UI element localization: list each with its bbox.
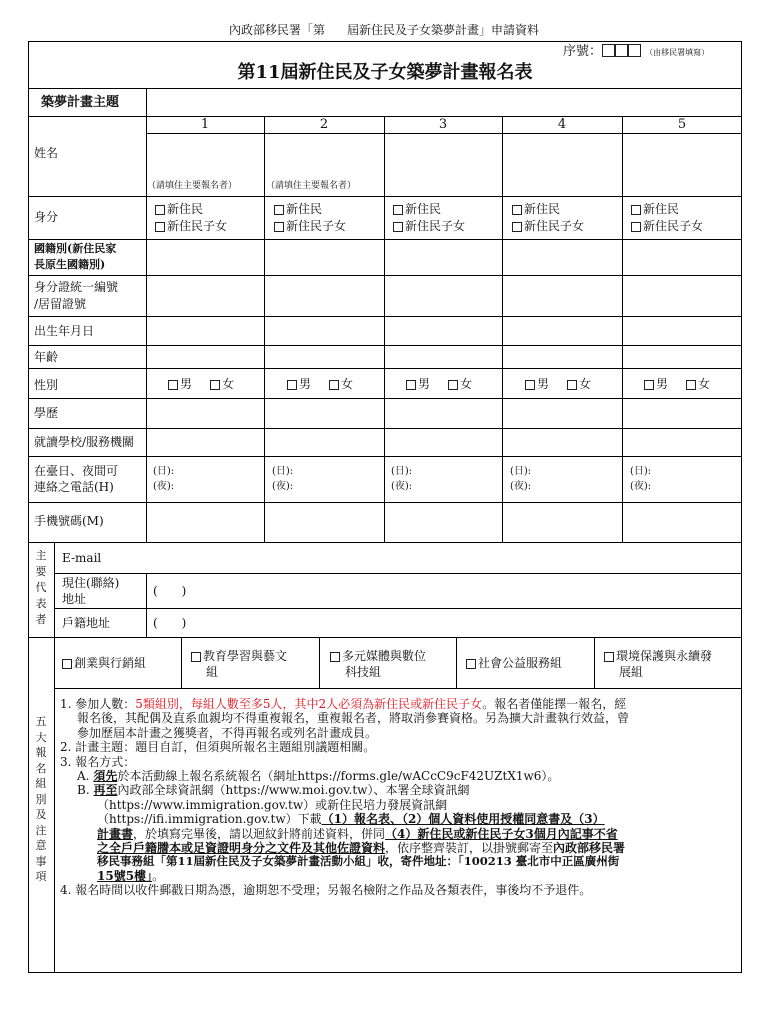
phone-label: 在臺日、夜間可 連絡之電話(H) bbox=[34, 464, 119, 494]
checkbox-icon[interactable] bbox=[330, 652, 340, 662]
option-new-resident[interactable]: 新住民 bbox=[393, 201, 465, 218]
option-male[interactable]: 男 bbox=[168, 377, 192, 391]
column-number-2: 2 bbox=[319, 117, 329, 132]
option-new-resident[interactable]: 新住民 bbox=[155, 201, 227, 218]
checkbox-icon[interactable] bbox=[448, 380, 458, 390]
identity-options-2 bbox=[274, 201, 346, 235]
checkbox-icon[interactable] bbox=[393, 205, 403, 215]
identity-label: 身分 bbox=[34, 210, 59, 224]
note-1-highlight: 5類組別，每組人數至多5人，其中2人必須為新住民或新住民子女 bbox=[135, 697, 483, 711]
note-3b-line-3: （https://ifi.immigration.gov.tw）下載（1）報名表、（2）個人資料使用授權同意書及（3） bbox=[97, 812, 605, 827]
note-3a: A. 須先於本活動線上報名系統報名（網址https://forms.gle/wACcC9cF42UZtX1w6）。 bbox=[77, 768, 560, 783]
gender-options-2 bbox=[287, 377, 353, 391]
representative-side-label: 主 要 代 表 者 bbox=[35, 549, 47, 626]
option-new-resident-child[interactable]: 新住民子女 bbox=[631, 218, 703, 235]
checkbox-icon[interactable] bbox=[62, 659, 72, 669]
checkbox-icon[interactable] bbox=[631, 205, 641, 215]
note-3b-line-6: 移民事務組「第11屆新住民及子女築夢計畫活動小組」收，寄件地址：「100213 臺北市中正區廣州街 bbox=[97, 854, 620, 869]
option-female[interactable]: 女 bbox=[686, 377, 710, 391]
checkbox-icon[interactable] bbox=[525, 380, 535, 390]
group-option-public-service[interactable]: 社會公益服務組 bbox=[466, 656, 562, 670]
gender-options-4 bbox=[525, 377, 591, 391]
id-number-label: 身分證統一編號 /居留證號 bbox=[34, 280, 119, 311]
option-new-resident-child[interactable]: 新住民子女 bbox=[512, 218, 584, 235]
option-new-resident[interactable]: 新住民 bbox=[631, 201, 703, 218]
group-option-entrepreneurship[interactable]: 創業與行銷組 bbox=[62, 656, 146, 670]
option-new-resident[interactable]: 新住民 bbox=[274, 201, 346, 218]
column-number-4: 4 bbox=[557, 117, 567, 132]
registered-address-input[interactable]: ( ) bbox=[153, 616, 187, 630]
column-number-3: 3 bbox=[438, 117, 448, 132]
option-male[interactable]: 男 bbox=[644, 377, 668, 391]
phone-fields-4[interactable]: (日): (夜): bbox=[510, 466, 532, 492]
checkbox-icon[interactable] bbox=[466, 659, 476, 669]
top-caption bbox=[0, 23, 768, 37]
note-3b-line-7: 15號5樓」。 bbox=[97, 869, 165, 884]
note-1-line-2: 報名後，其配偶及直系血親均不得重複報名，重複報名者，將取消參賽資格。另為擴大計畫執行效益，曾 bbox=[77, 711, 630, 726]
nationality-label: 國籍別(新住民家 長原生國籍別) bbox=[34, 242, 117, 271]
note-3b-line-5: 之全戶戶籍謄本或足資證明身分之文件及其他佐證資料，依序整齊裝訂，以掛號郵寄至內政部移民署 bbox=[97, 840, 626, 855]
note-1-line-1: 1. 參加人數：5類組別，每組人數至多5人，其中2人必須為新住民或新住民子女。報名者僅能擇一報名，經 bbox=[60, 697, 627, 711]
checkbox-icon[interactable] bbox=[274, 222, 284, 232]
theme-input[interactable] bbox=[147, 89, 741, 115]
checkbox-icon[interactable] bbox=[287, 380, 297, 390]
education-label: 學歷 bbox=[34, 406, 59, 420]
phone-fields-1[interactable]: (日): (夜): bbox=[153, 466, 175, 492]
phone-fields-2[interactable]: (日): (夜): bbox=[272, 466, 294, 492]
seq-note: （由移民署填寫） bbox=[645, 48, 710, 57]
identity-options-5 bbox=[631, 201, 703, 235]
checkbox-icon[interactable] bbox=[210, 380, 220, 390]
age-label: 年齡 bbox=[34, 350, 59, 364]
note-3b-line-4: 計畫書，於填寫完畢後，請以迴紋針將前述資料，併同（4）新住民或新住民子女3個月內記事不省 bbox=[97, 826, 618, 841]
gender-options-3 bbox=[406, 377, 472, 391]
theme-label: 築夢計畫主題 bbox=[41, 95, 120, 110]
gender-label: 性別 bbox=[34, 378, 59, 392]
checkbox-icon[interactable] bbox=[567, 380, 577, 390]
identity-options-3 bbox=[393, 201, 465, 235]
notes-side-label: 五 大 報 名 組 別 及 注 意 事 項 bbox=[35, 715, 47, 883]
phone-fields-5[interactable]: (日): (夜): bbox=[630, 466, 652, 492]
mobile-label: 手機號碼(M) bbox=[34, 514, 104, 528]
identity-options-1 bbox=[155, 201, 227, 235]
checkbox-icon[interactable] bbox=[631, 222, 641, 232]
checkbox-icon[interactable] bbox=[686, 380, 696, 390]
option-new-resident-child[interactable]: 新住民子女 bbox=[155, 218, 227, 235]
option-new-resident[interactable]: 新住民 bbox=[512, 201, 584, 218]
checkbox-icon[interactable] bbox=[512, 205, 522, 215]
note-1-line-3: 參加歷屆本計畫之獲獎者，不得再報名或列名計畫成員。 bbox=[77, 725, 378, 740]
gender-options-1 bbox=[168, 377, 234, 391]
option-new-resident-child[interactable]: 新住民子女 bbox=[393, 218, 465, 235]
checkbox-icon[interactable] bbox=[644, 380, 654, 390]
email-label: E-mail bbox=[62, 551, 102, 565]
note-3b-line-2: （https://www.immigration.gov.tw）或新住民培力發展資訊網 bbox=[97, 797, 448, 812]
registered-address-label: 戶籍地址 bbox=[62, 616, 111, 630]
checkbox-icon[interactable] bbox=[329, 380, 339, 390]
caption-part-2: 屆新住民及子女築夢計畫」申請資料 bbox=[347, 23, 540, 37]
phone-fields-3[interactable]: (日): (夜): bbox=[391, 466, 413, 492]
sequence-number bbox=[563, 44, 709, 60]
form-title: 第11屆新住民及子女築夢計畫報名表 bbox=[237, 62, 533, 83]
name-label: 姓名 bbox=[34, 146, 59, 160]
current-address-label: 現住(聯絡) 地址 bbox=[62, 576, 120, 606]
caption-part-1: 內政部移民署「第 bbox=[228, 23, 325, 37]
gender-options-5 bbox=[644, 377, 710, 391]
note-3b-line-1: B. 再至內政部全球資訊網（https://www.moi.gov.tw）、本署全球資訊網 bbox=[77, 783, 470, 798]
option-female[interactable]: 女 bbox=[567, 377, 591, 391]
group-option-environment[interactable]: 環境保護與永續發 展組 bbox=[604, 648, 712, 680]
option-male[interactable]: 男 bbox=[287, 377, 311, 391]
option-male[interactable]: 男 bbox=[406, 377, 430, 391]
seq-box-3[interactable] bbox=[628, 44, 641, 57]
note-4: 4. 報名時間以收件郵戳日期為憑，逾期恕不受理；另報名檢附之作品及各類表件，事後均不予退件。 bbox=[60, 883, 592, 898]
group-option-education-arts[interactable]: 教育學習與藝文 組 bbox=[191, 648, 287, 680]
current-address-input[interactable]: ( ) bbox=[153, 584, 187, 598]
birthdate-label: 出生年月日 bbox=[34, 324, 95, 338]
column-number-5: 5 bbox=[677, 117, 687, 132]
checkbox-icon[interactable] bbox=[155, 222, 165, 232]
checkbox-icon[interactable] bbox=[512, 222, 522, 232]
option-female[interactable]: 女 bbox=[448, 377, 472, 391]
email-input[interactable] bbox=[147, 543, 741, 572]
checkbox-icon[interactable] bbox=[168, 380, 178, 390]
column-number-1: 1 bbox=[200, 117, 210, 132]
checkbox-icon[interactable] bbox=[406, 380, 416, 390]
option-new-resident-child[interactable]: 新住民子女 bbox=[274, 218, 346, 235]
checkbox-icon[interactable] bbox=[393, 222, 403, 232]
checkbox-icon[interactable] bbox=[274, 205, 284, 215]
seq-box-1[interactable] bbox=[602, 44, 615, 57]
seq-box-2[interactable] bbox=[615, 44, 628, 57]
checkbox-icon[interactable] bbox=[604, 652, 614, 662]
note-2: 2. 計畫主題：題目自訂，但須與所報名主題組別議題相關。 bbox=[60, 740, 376, 755]
option-female[interactable]: 女 bbox=[329, 377, 353, 391]
name-note-1: （請填住主要報名者） bbox=[147, 181, 238, 191]
seq-label: 序號： bbox=[563, 44, 603, 59]
note-3: 3. 報名方式： bbox=[60, 754, 136, 769]
identity-options-4 bbox=[512, 201, 584, 235]
option-male[interactable]: 男 bbox=[525, 377, 549, 391]
checkbox-icon[interactable] bbox=[155, 205, 165, 215]
group-option-media-tech[interactable]: 多元媒體與數位 科技組 bbox=[330, 648, 426, 680]
name-note-2: （請填住主要報名者） bbox=[266, 181, 357, 191]
checkbox-icon[interactable] bbox=[191, 652, 201, 662]
option-female[interactable]: 女 bbox=[210, 377, 234, 391]
school-label: 就讀學校/服務機關 bbox=[34, 435, 135, 449]
notes-body bbox=[60, 697, 736, 898]
